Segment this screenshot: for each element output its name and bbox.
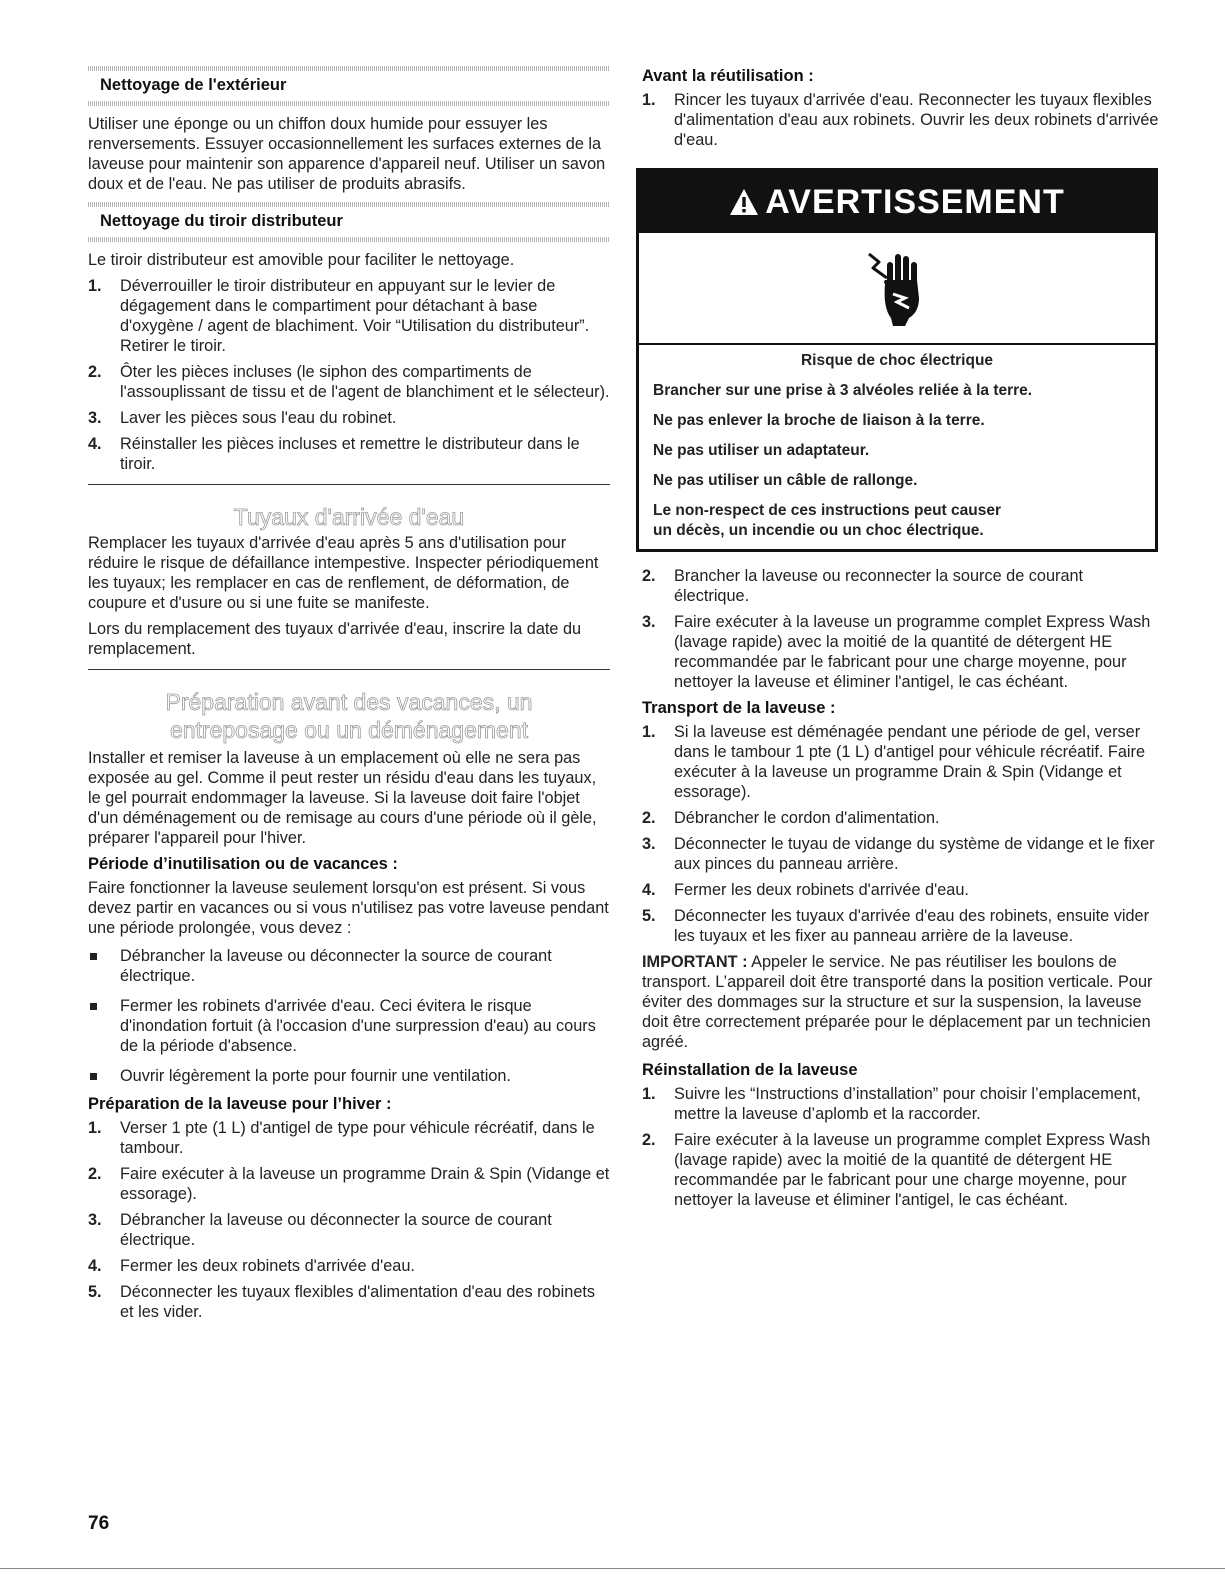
list-item <box>642 722 1162 802</box>
step-text: Suivre les “Instructions d’installation” pour choisir l’emplacement, mettre la laveuse d’aplomb et la raccorder. <box>674 1085 1141 1123</box>
list-item <box>88 434 610 474</box>
list-item <box>642 808 1162 828</box>
step-number: 1. <box>642 1085 656 1103</box>
warning-triangle-icon <box>729 188 759 216</box>
warning-consequence-line: Le non-respect de ces instructions peut causer <box>653 502 1001 519</box>
step-text: Faire exécuter à la laveuse un programme complet Express Wash (lavage rapide) avec la moitié de la quantité de détergent HE recommandée par le fabricant pour une charge moyenne, pour nettoyer la laveuse et éliminer l'antigel, le cas échéant. <box>674 613 1151 691</box>
step-number: 4. <box>88 1257 102 1275</box>
list-item <box>88 1164 610 1204</box>
step-text: Faire exécuter à la laveuse un programme Drain & Spin (Vidange et essorage). <box>120 1165 610 1203</box>
electric-shock-hazard-icon <box>865 248 929 328</box>
hatch-divider <box>88 66 610 71</box>
warning-consequence-line: un décès, un incendie ou un choc électrique. <box>653 522 984 539</box>
step-text: Verser 1 pte (1 L) d'antigel de type pour véhicule récréatif, dans le tambour. <box>120 1119 595 1157</box>
warning-line: Ne pas utiliser un câble de rallonge. <box>653 472 918 489</box>
step-number: 2. <box>642 567 656 585</box>
step-number: 2. <box>642 1131 656 1149</box>
bullet-text: Débrancher la laveuse ou déconnecter la source de courant électrique. <box>120 947 552 985</box>
step-number: 4. <box>88 435 102 453</box>
step-number: 1. <box>88 1119 102 1137</box>
list-item <box>88 946 610 986</box>
warning-line: Ne pas enlever la broche de liaison à la terre. <box>653 412 985 429</box>
section-title-vacation <box>88 688 610 744</box>
reuse-steps-continued-list <box>642 566 1162 692</box>
step-number: 2. <box>642 809 656 827</box>
step-text: Fermer les deux robinets d'arrivée d'eau. <box>674 881 969 899</box>
step-text: Déconnecter les tuyaux d'arrivée d'eau des robinets, ensuite vider les tuyaux et les fixer au panneau arrière de la laveuse. <box>674 907 1150 945</box>
list-item <box>88 362 610 402</box>
left-column <box>88 66 610 1328</box>
list-item <box>88 276 610 356</box>
step-text: Laver les pièces sous l'eau du robinet. <box>120 409 397 427</box>
list-item <box>88 1118 610 1158</box>
hatch-divider <box>88 202 610 207</box>
warning-line: Brancher sur une prise à 3 alvéoles reliée à la terre. <box>653 382 1033 399</box>
step-number: 1. <box>642 723 656 741</box>
square-bullet-icon <box>90 1003 97 1010</box>
step-number: 3. <box>88 1211 102 1229</box>
important-text: Appeler le service. Ne pas réutiliser les boulons de transport. L’appareil doit être transporté dans la position verticale. Pour éviter des dommages sur la structure et sur la suspension, la laveuse doit être correctement préparée pour le déplacement par un technicien agréé. <box>642 953 1153 1051</box>
transport-steps-list <box>642 722 1162 946</box>
step-text: Faire exécuter à la laveuse un programme complet Express Wash (lavage rapide) avec la moitié de la quantité de détergent HE recommandée par le fabricant pour une charge moyenne, pour nettoyer la laveuse et éliminer l'antigel, le cas échéant. <box>674 1131 1151 1209</box>
square-bullet-icon <box>90 1073 97 1080</box>
step-number: 3. <box>642 613 656 631</box>
section-title-line: entreposage ou un déménagement <box>169 717 529 743</box>
step-number: 4. <box>642 881 656 899</box>
warning-word: AVERTISSEMENT <box>765 183 1065 221</box>
warning-consequence <box>653 501 1141 541</box>
square-bullet-icon <box>90 953 97 960</box>
page-bottom-rule <box>0 1568 1225 1569</box>
paragraph-vacation-intro: Installer et remiser la laveuse à un emplacement où elle ne sera pas exposée au gel. Comme il peut rester un résidu d'eau dans les tuyaux, le gel pourrait endommager la laveuse. Si la laveuse doit faire l'objet d'un déménagement ou de remisage au cours d'une période où il gèle, préparer l'appareil pour l'hiver. <box>88 749 597 847</box>
paragraph-important <box>642 952 1162 1052</box>
list-item <box>88 1282 610 1322</box>
nonuse-bullet-list <box>88 946 610 1086</box>
list-item <box>88 996 610 1056</box>
important-label: IMPORTANT : <box>642 953 748 971</box>
list-item <box>642 906 1162 946</box>
page-number: 76 <box>88 1513 110 1534</box>
hatch-divider <box>88 237 610 242</box>
reuse-steps-list <box>642 90 1162 150</box>
section-divider <box>88 484 610 485</box>
list-item <box>642 566 1162 606</box>
warning-header <box>639 171 1155 233</box>
paragraph-hoses-2: Lors du remplacement des tuyaux d'arrivée d'eau, inscrire la date du remplacement. <box>88 620 582 658</box>
paragraph-nonuse: Faire fonctionner la laveuse seulement lorsqu'on est présent. Si vous devez partir en vacances ou si vous n'utilisez pas votre laveuse pendant une période prolongée, vous devez : <box>88 879 609 937</box>
list-item <box>642 880 1162 900</box>
list-item <box>642 90 1162 150</box>
heading-reinstall: Réinstallation de la laveuse <box>642 1061 858 1079</box>
step-text: Fermer les deux robinets d'arrivée d'eau. <box>120 1257 415 1275</box>
step-text: Déverrouiller le tiroir distributeur en appuyant sur le levier de dégagement dans le compartiment pour détachant à base d'oxygène / agent de blachiment. Voir “Utilisation du distributeur”. Retirer le tiroir. <box>120 277 590 355</box>
list-item <box>88 1256 610 1276</box>
warning-risk-title: Risque de choc électrique <box>800 352 994 369</box>
section-title-line: Préparation avant des vacances, un <box>165 689 533 715</box>
warning-line: Ne pas utiliser un adaptateur. <box>653 442 870 459</box>
list-item <box>642 612 1162 692</box>
step-number: 5. <box>642 907 656 925</box>
warning-symbol-area <box>639 233 1155 345</box>
paragraph-hoses-1: Remplacer les tuyaux d'arrivée d'eau après 5 ans d'utilisation pour réduire le risque de défaillance intempestive. Inspecter périodiquement les tuyaux; les remplacer en cas de renflement, de déformation, de coupure et d'usure ou si une fuite se manifeste. <box>88 534 599 612</box>
heading-reuse: Avant la réutilisation : <box>642 67 814 85</box>
step-number: 3. <box>88 409 102 427</box>
step-number: 2. <box>88 1165 102 1183</box>
heading-winter: Préparation de la laveuse pour l’hiver : <box>88 1095 392 1113</box>
list-item <box>642 1130 1162 1210</box>
step-text: Déconnecter les tuyaux flexibles d'alimentation d'eau des robinets et les vider. <box>120 1283 596 1321</box>
step-text: Réinstaller les pièces incluses et remettre le distributeur dans le tiroir. <box>120 435 580 473</box>
section-divider <box>88 669 610 670</box>
step-text: Ôter les pièces incluses (le siphon des compartiments de l'assouplissant de tissu et de l'agent de blanchiment et le sélecteur). <box>120 363 610 401</box>
list-item <box>642 834 1162 874</box>
bullet-text: Ouvrir légèrement la porte pour fournir une ventilation. <box>120 1067 511 1085</box>
step-number: 2. <box>88 363 102 381</box>
step-text: Rincer les tuyaux d'arrivée d'eau. Reconnecter les tuyaux flexibles d'alimentation d'eau aux robinets. Ouvrir les deux robinets d'arrivée d'eau. <box>674 91 1159 149</box>
drawer-steps-list <box>88 276 610 474</box>
step-number: 1. <box>642 91 656 109</box>
heading-cleaning-exterior: Nettoyage de l'extérieur <box>100 76 287 94</box>
heading-nonuse: Période d’inutilisation ou de vacances : <box>88 855 398 873</box>
step-number: 5. <box>88 1283 102 1301</box>
winter-steps-list <box>88 1118 610 1322</box>
step-number: 3. <box>642 835 656 853</box>
step-text: Débrancher la laveuse ou déconnecter la source de courant électrique. <box>120 1211 552 1249</box>
step-text: Si la laveuse est déménagée pendant une période de gel, verser dans le tambour 1 pte (1 L) d'antigel pour véhicule récréatif. Faire exécuter à la laveuse un programme Drain & Spin (Vidange et essorage). <box>674 723 1145 801</box>
step-text: Brancher la laveuse ou reconnecter la source de courant électrique. <box>674 567 1084 605</box>
warning-box <box>636 168 1158 552</box>
section-title-hoses: Tuyaux d'arrivée d'eau <box>233 504 465 530</box>
step-text: Débrancher le cordon d'alimentation. <box>674 809 940 827</box>
reinstall-steps-list <box>642 1084 1162 1210</box>
warning-body <box>639 345 1155 549</box>
paragraph-cleaning-exterior: Utiliser une éponge ou un chiffon doux humide pour essuyer les renversements. Essuyer occasionnellement les surfaces externes de la laveuse pour maintenir son apparence d'appareil neuf. Utiliser un savon doux et de l'eau. Ne pas utiliser de produits abrasifs. <box>88 115 606 193</box>
list-item <box>88 408 610 428</box>
bullet-text: Fermer les robinets d'arrivée d'eau. Ceci évitera le risque d'inondation fortuit (à l'occasion d'une surpression d'eau) au cours de la période d'absence. <box>120 997 596 1055</box>
list-item <box>642 1084 1162 1124</box>
heading-transport: Transport de la laveuse : <box>642 699 836 717</box>
list-item <box>88 1066 610 1086</box>
heading-cleaning-drawer: Nettoyage du tiroir distributeur <box>100 212 343 230</box>
list-item <box>88 1210 610 1250</box>
hatch-divider <box>88 101 610 106</box>
paragraph-drawer-intro: Le tiroir distributeur est amovible pour faciliter le nettoyage. <box>88 251 515 269</box>
step-number: 1. <box>88 277 102 295</box>
right-column <box>642 66 1162 1216</box>
step-text: Déconnecter le tuyau de vidange du système de vidange et le fixer aux pinces du panneau arrière. <box>674 835 1155 873</box>
